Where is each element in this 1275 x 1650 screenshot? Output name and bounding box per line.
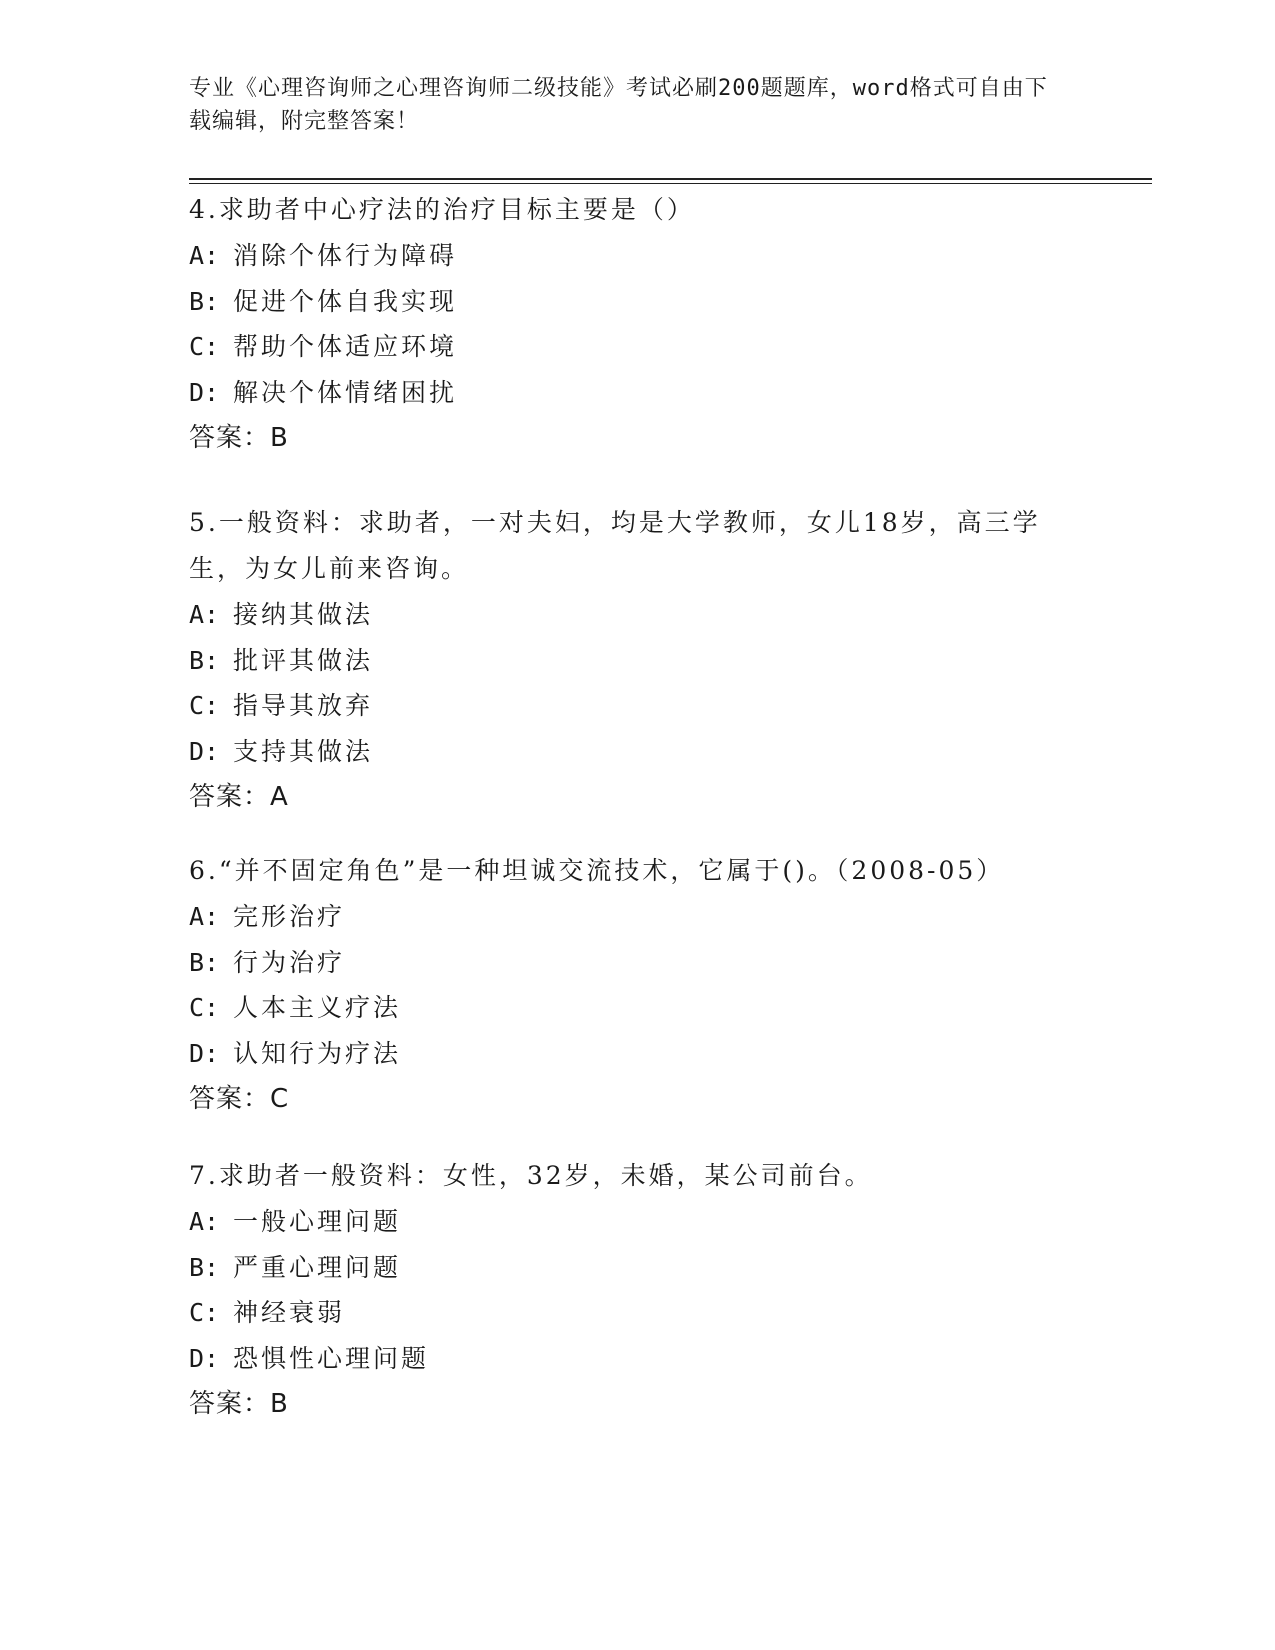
option-text: 行为治疗 — [233, 947, 346, 977]
option-d — [189, 1336, 1089, 1382]
option-c — [189, 683, 1089, 729]
option-b — [189, 1245, 1089, 1291]
question-block — [189, 500, 1089, 820]
option-text: 帮助个体适应环境 — [233, 332, 458, 361]
option-a — [189, 233, 1089, 279]
option-text: 严重心理问题 — [233, 1252, 402, 1282]
option-text: 消除个体行为障碍 — [233, 241, 458, 270]
option-c — [189, 985, 1089, 1031]
option-b — [189, 940, 1089, 986]
option-letter: A: — [189, 600, 220, 629]
option-text: 支持其做法 — [233, 736, 374, 766]
option-letter: C: — [189, 691, 220, 720]
question-block — [189, 848, 1089, 1122]
option-letter: A: — [189, 241, 220, 270]
question-stem: 5.一般资料：求助者，一对夫妇，均是大学教师，女儿18岁，高三学生，为女儿前来咨询。 — [189, 508, 1041, 583]
option-letter: C: — [189, 332, 220, 361]
option-letter: C: — [189, 1298, 220, 1327]
option-text: 接纳其做法 — [233, 600, 374, 629]
option-text: 促进个体自我实现 — [233, 286, 458, 316]
option-a — [189, 894, 1089, 940]
answer-label: 答案：C — [189, 1084, 290, 1114]
option-text: 神经衰弱 — [233, 1298, 346, 1327]
document-header: 专业《心理咨询师之心理咨询师二级技能》考试必刷200题题库，word格式可自由下载编辑，附完整答案！ — [189, 76, 1048, 134]
option-letter: B: — [189, 1252, 220, 1282]
option-letter: A: — [189, 902, 220, 931]
option-text: 完形治疗 — [233, 902, 346, 931]
option-letter: C: — [189, 993, 220, 1022]
option-text: 批评其做法 — [233, 645, 374, 675]
option-text: 一般心理问题 — [233, 1207, 402, 1236]
answer-label: 答案：B — [189, 1389, 289, 1419]
question-stem: 7.求助者一般资料：女性，32岁，未婚，某公司前台。 — [189, 1161, 873, 1190]
option-text: 解决个体情绪困扰 — [233, 377, 458, 407]
option-letter: D: — [189, 1343, 220, 1373]
option-letter: B: — [189, 645, 220, 675]
option-letter: B: — [189, 286, 220, 316]
option-text: 恐惧性心理问题 — [233, 1343, 430, 1373]
answer-label: 答案：A — [189, 782, 289, 812]
option-a — [189, 1199, 1089, 1245]
question-stem: 4.求助者中心疗法的治疗目标主要是（） — [189, 195, 695, 224]
question-block — [189, 187, 1089, 461]
option-c — [189, 1290, 1089, 1336]
option-d — [189, 729, 1089, 775]
option-a — [189, 592, 1089, 638]
answer-label: 答案：B — [189, 423, 289, 453]
question-block — [189, 1153, 1089, 1427]
option-d — [189, 370, 1089, 416]
header-divider-thick — [189, 178, 1152, 180]
option-letter: D: — [189, 1038, 220, 1068]
option-text: 指导其放弃 — [233, 691, 374, 720]
option-letter: D: — [189, 736, 220, 766]
header-divider-thin — [189, 183, 1152, 184]
option-text: 人本主义疗法 — [233, 993, 402, 1022]
question-stem: 6.“并不固定角色”是一种坦诚交流技术，它属于()。（2008-05） — [189, 856, 1005, 885]
option-letter: B: — [189, 947, 220, 977]
option-b — [189, 638, 1089, 684]
option-letter: A: — [189, 1207, 220, 1236]
option-c — [189, 324, 1089, 370]
option-letter: D: — [189, 377, 220, 407]
option-d — [189, 1031, 1089, 1077]
option-b — [189, 279, 1089, 325]
option-text: 认知行为疗法 — [233, 1038, 402, 1068]
